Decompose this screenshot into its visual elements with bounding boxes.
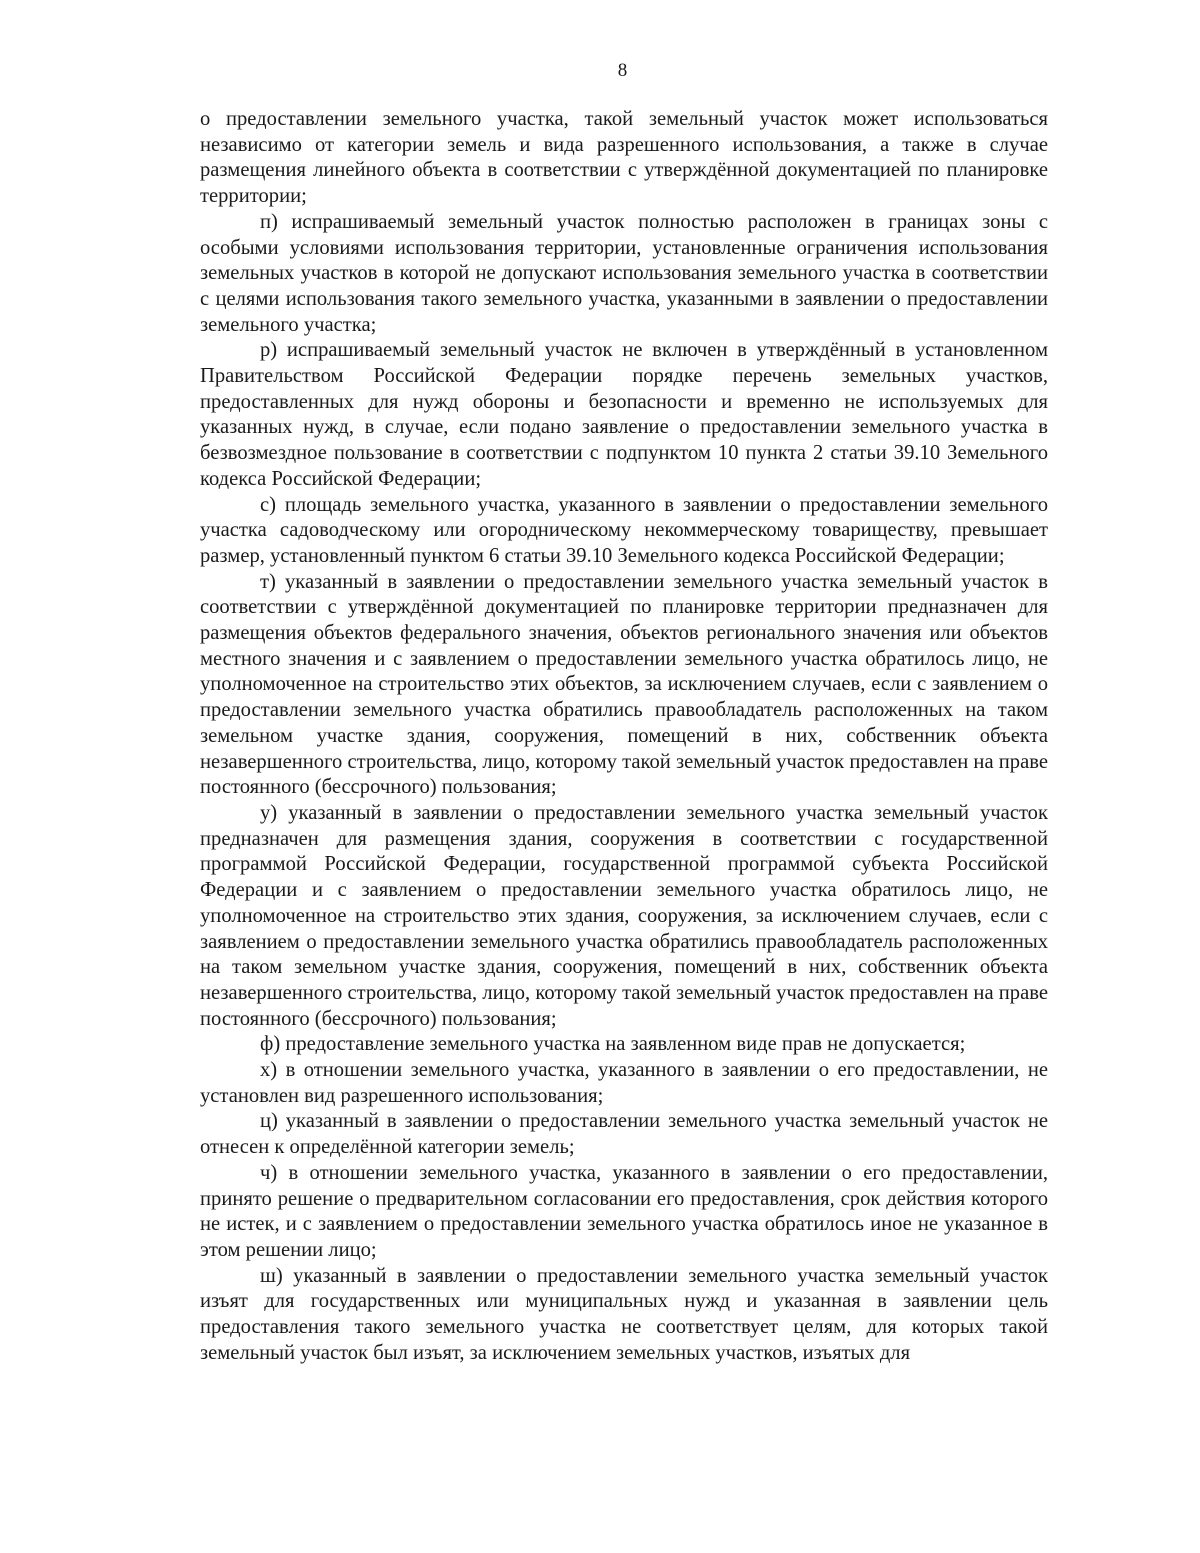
paragraph-item-u: у) указанный в заявлении о предоставлении земельного участка земельный участок предназначен для размещения здания, сооружения в соответствии с государственной программой Российской Федерации, государственной программой субъекта Российской Федерации и с заявлением о предоставлении земельного участка обратилось лицо, не уполномоченное на строительство этих здания, сооружения, за исключением случаев, если с заявлением о предоставлении земельного участка обратились правообладатель расположенных на таком земельном участке здания, сооружения, помещений в них, собственник объекта незавершенного строительства, лицо, которому такой земельный участок предоставлен на праве постоянного (бессрочного) пользования; (200, 801, 1048, 1030)
paragraph-item-f: ф) предоставление земельного участка на заявленном виде прав не допускается; (260, 1033, 966, 1056)
paragraph-item-p: п) испрашиваемый земельный участок полностью расположен в границах зоны с особыми условиями использования территории, установленные ограничения использования земельных участков в которой не допускают использования земельного участка в соответствии с целями использования такого земельного участка, указанными в заявлении о предоставлении земельного участка; (200, 210, 1048, 336)
paragraph-item-ts: ц) указанный в заявлении о предоставлении земельного участка земельный участок не отнесен к определённой категории земель; (200, 1110, 1048, 1159)
paragraph-continuation: о предоставлении земельного участка, такой земельный участок может использоваться независимо от категории земель и вида разрешенного использования, а также в случае размещения линейного объекта в соответствии с утверждённой документацией по планировке территории; (200, 108, 1048, 208)
paragraph-item-ch: ч) в отношении земельного участка, указанного в заявлении о его предоставлении, принято решение о предварительном согласовании его предоставления, срок действия которого не истек, и с заявлением о предоставлении земельного участка обратилось иное не указанное в этом решении лицо; (200, 1161, 1048, 1261)
document-body (200, 107, 1048, 1366)
paragraph-item-t: т) указанный в заявлении о предоставлении земельного участка земельный участок в соответствии с утверждённой документацией по планировке территории предназначен для размещения объектов федерального значения, объектов регионального значения или объектов местного значения и с заявлением о предоставлении земельного участка обратилось лицо, не уполномоченное на строительство этих объектов, за исключением случаев, если с заявлением о предоставлении земельного участка обратились правообладатель расположенных на таком земельном участке здания, сооружения, помещений в них, собственник объекта незавершенного строительства, лицо, которому такой земельный участок предоставлен на праве постоянного (бессрочного) пользования; (200, 570, 1048, 799)
paragraph-item-sh: ш) указанный в заявлении о предоставлении земельного участка земельный участок изъят для государственных или муниципальных нужд и указанная в заявлении цель предоставления такого земельного участка не соответствует целям, для которых такой земельный участок был изъят, за исключением земельных участков, изъятых для (200, 1264, 1048, 1364)
page-number: 8 (617, 60, 628, 81)
paragraph-item-s: с) площадь земельного участка, указанного в заявлении о предоставлении земельного участка садоводческому или огородническому некоммерческому товариществу, превышает размер, установленный пунктом 6 статьи 39.10 Земельного кодекса Российской Федерации; (200, 493, 1048, 567)
paragraph-item-r: р) испрашиваемый земельный участок не включен в утверждённый в установленном Правительством Российской Федерации порядке перечень земельных участков, предоставленных для нужд обороны и безопасности и временно не используемых для указанных нужд, в случае, если подано заявление о предоставлении земельного участка в безвозмездное пользование в соответствии с подпунктом 10 пункта 2 статьи 39.10 Земельного кодекса Российской Федерации; (200, 339, 1048, 490)
paragraph-item-kh: х) в отношении земельного участка, указанного в заявлении о его предоставлении, не установлен вид разрешенного использования; (200, 1059, 1048, 1107)
